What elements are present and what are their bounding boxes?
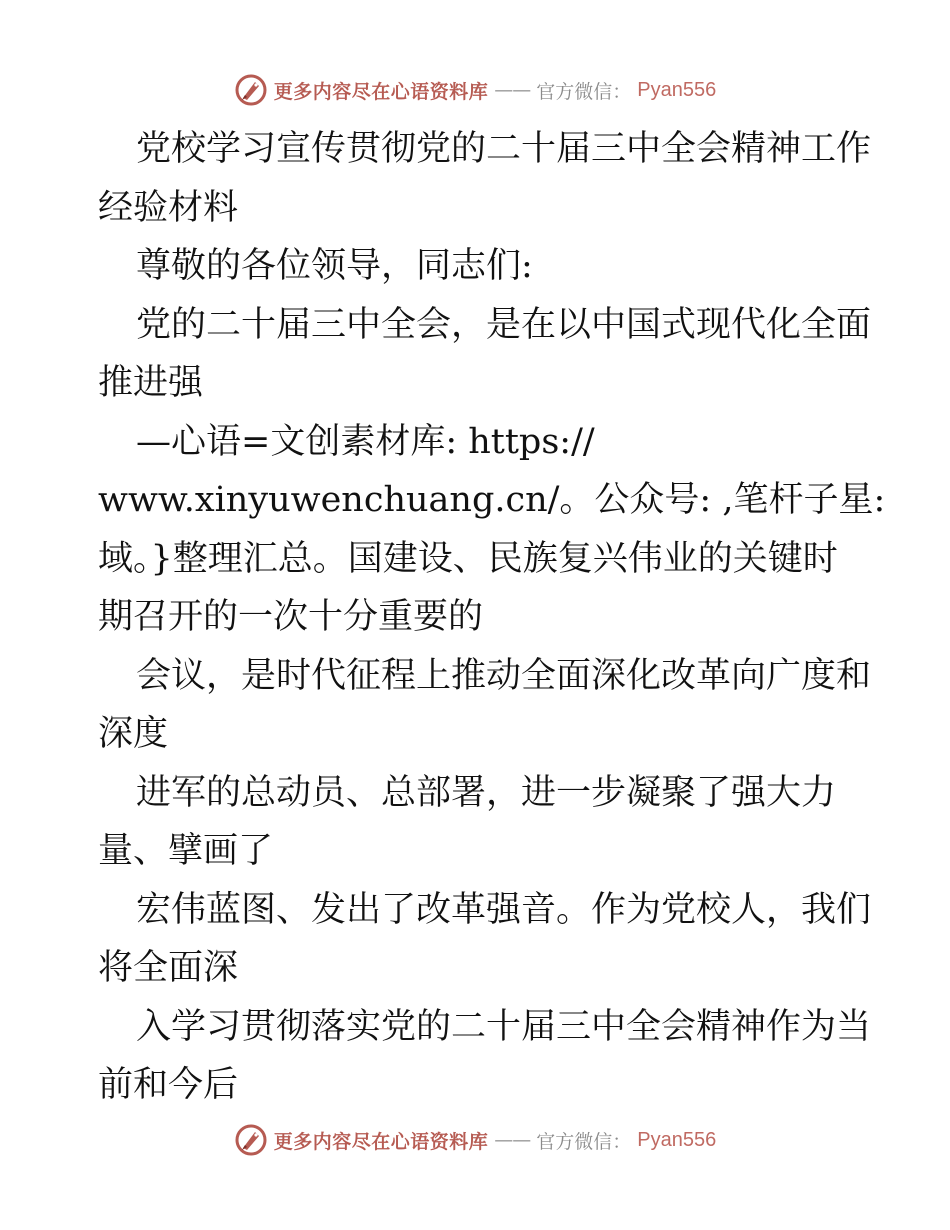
watermark-wechat-id: Pyan556: [637, 78, 717, 101]
watermark-footer: [0, 1120, 950, 1160]
watermark-wechat-id: Pyan556: [637, 1128, 717, 1151]
watermark-wechat-label: 官方微信：: [536, 1130, 632, 1153]
body-line: 入学习贯彻落实党的二十届三中全会精神作为当: [136, 1006, 872, 1047]
pen-nib-logo-icon: [234, 73, 268, 107]
source-url-line: www.xinyuwenchuang.cn/。公众号: ,笔杆子星:: [98, 480, 886, 520]
body-line: 域。}整理汇总。国建设、民族复兴伟业的关键时: [98, 538, 838, 579]
title-line-2: 经验材料: [98, 187, 239, 228]
body-line: 会议，是时代征程上推动全面深化改革向广度和: [136, 655, 872, 696]
body-line: 量、擘画了: [98, 831, 274, 871]
title-line-1: 党校学习宣传贯彻党的二十届三中全会精神工作: [136, 129, 872, 169]
watermark-text: 更多内容尽在心语资料库: [273, 80, 489, 103]
body-line: 推进强: [98, 363, 204, 403]
watermark-text: 更多内容尽在心语资料库: [273, 1130, 489, 1153]
source-note-line: —心语=文创素材库: https://: [136, 421, 595, 462]
body-line: 党的二十届三中全会，是在以中国式现代化全面: [136, 304, 872, 345]
document-body: [98, 120, 886, 1115]
watermark-separator: ——: [494, 79, 531, 101]
watermark-header: [0, 70, 950, 110]
body-line: 深度: [98, 714, 169, 754]
salutation: 尊敬的各位领导，同志们:: [136, 246, 533, 286]
body-line: 前和今后: [98, 1065, 239, 1105]
watermark-wechat-label: 官方微信：: [536, 80, 632, 103]
body-line: 进军的总动员、总部署，进一步凝聚了强大力: [136, 772, 837, 813]
body-line: 宏伟蓝图、发出了改革强音。作为党校人，我们: [136, 889, 872, 930]
body-line: 期召开的一次十分重要的: [98, 597, 484, 637]
body-line: 将全面深: [98, 948, 239, 988]
pen-nib-logo-icon: [234, 1123, 268, 1157]
watermark-separator: ——: [494, 1129, 531, 1151]
